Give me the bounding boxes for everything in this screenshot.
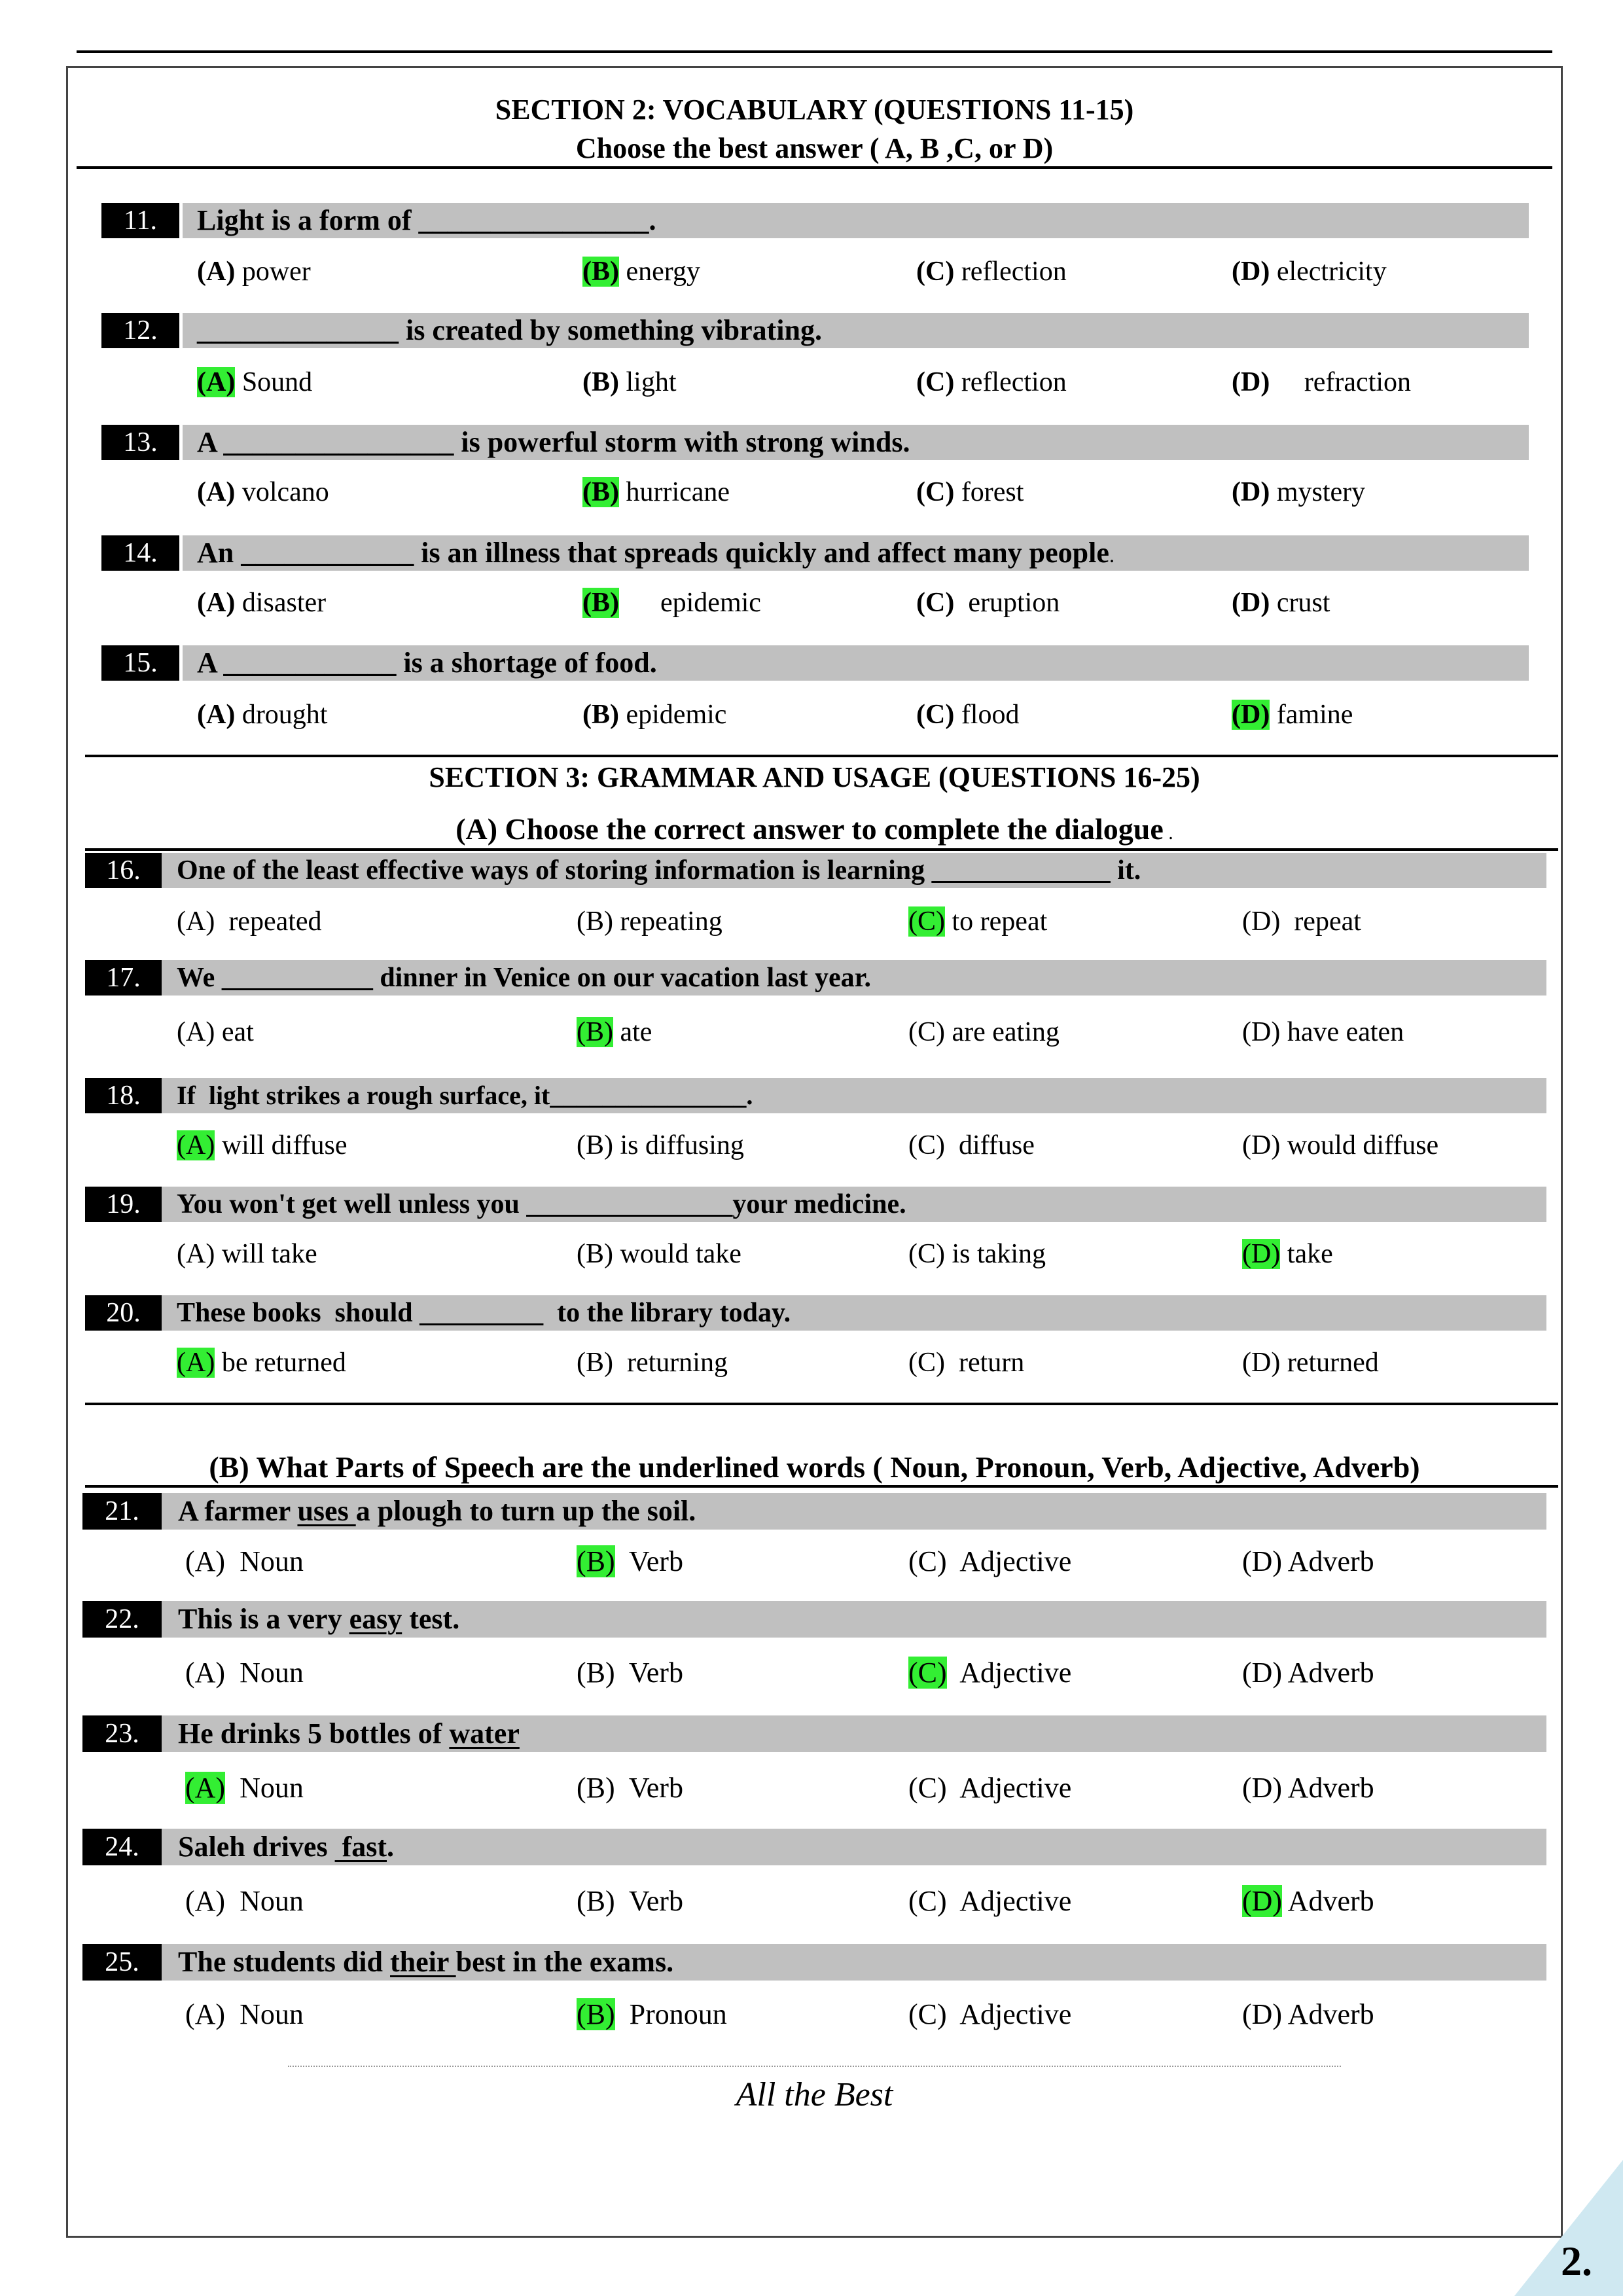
option-text: is taking bbox=[945, 1239, 1046, 1269]
option-letter: (A) bbox=[197, 700, 236, 730]
question-number: 20. bbox=[85, 1295, 162, 1331]
option-letter: (B) bbox=[582, 257, 619, 287]
option-text: are eating bbox=[945, 1017, 1060, 1047]
question-stem bbox=[162, 1601, 1546, 1638]
question-number: 18. bbox=[85, 1078, 162, 1113]
option-letter: (A) bbox=[185, 1772, 226, 1804]
stem-text: If light strikes a rough surface, it_______________. bbox=[177, 1081, 753, 1110]
question-number: 21. bbox=[82, 1493, 162, 1530]
option-text: repeated bbox=[215, 906, 322, 937]
answer-option-d bbox=[1242, 1013, 1404, 1052]
option-letter: (A) bbox=[185, 1657, 226, 1689]
stem-text: An ____________ is an illness that spreads quickly and affect many people bbox=[197, 537, 1109, 569]
option-text: have eaten bbox=[1280, 1017, 1404, 1047]
stem-text: The students did bbox=[178, 1946, 391, 1978]
answer-option-b bbox=[577, 902, 722, 941]
option-text: flood bbox=[954, 700, 1020, 730]
option-text: Pronoun bbox=[615, 1998, 727, 2030]
option-letter: (D) bbox=[1242, 1130, 1281, 1160]
option-text: Noun bbox=[225, 1657, 304, 1689]
option-text: power bbox=[235, 257, 311, 287]
answer-option-c bbox=[908, 902, 1047, 941]
option-text: ate bbox=[613, 1017, 652, 1047]
answer-option-a bbox=[177, 1126, 348, 1165]
option-text: Verb bbox=[615, 1657, 683, 1689]
answer-option-a bbox=[185, 1653, 304, 1693]
underlined-word: their bbox=[390, 1946, 456, 1978]
option-text: volcano bbox=[235, 477, 329, 507]
answer-option-b bbox=[577, 1126, 744, 1165]
option-text: Adverb bbox=[1282, 1545, 1374, 1577]
question-stem bbox=[162, 853, 1546, 888]
option-text: epidemic bbox=[619, 700, 727, 730]
option-letter: (B) bbox=[577, 1239, 613, 1269]
question-stem bbox=[162, 1944, 1546, 1981]
option-text: Verb bbox=[615, 1772, 683, 1804]
question-number: 24. bbox=[82, 1829, 162, 1865]
option-text: returning bbox=[613, 1348, 728, 1378]
underlined-word: water bbox=[449, 1717, 520, 1749]
option-text: Adjective bbox=[946, 1657, 1072, 1689]
option-letter: (C) bbox=[908, 1885, 947, 1917]
answer-option-b bbox=[577, 1995, 727, 2034]
stem-text: a plough to turn up the soil. bbox=[355, 1495, 696, 1527]
question-number: 15. bbox=[101, 645, 179, 681]
option-text: Noun bbox=[225, 1772, 304, 1804]
dotted-separator bbox=[288, 2066, 1341, 2067]
option-letter: (A) bbox=[185, 1885, 226, 1917]
answer-option-b bbox=[582, 695, 726, 734]
option-letter: (A) bbox=[197, 257, 236, 287]
option-letter: (B) bbox=[577, 1772, 615, 1804]
option-letter: (B) bbox=[577, 1017, 613, 1047]
question-stem bbox=[162, 1829, 1546, 1865]
option-letter: (C) bbox=[916, 588, 955, 618]
option-text: Noun bbox=[225, 1998, 304, 2030]
question-stem bbox=[183, 535, 1529, 571]
option-text: repeat bbox=[1280, 906, 1361, 937]
question-stem bbox=[183, 425, 1529, 460]
question-stem bbox=[183, 645, 1529, 681]
answer-option-b bbox=[582, 363, 677, 402]
option-letter: (C) bbox=[908, 1239, 945, 1269]
option-letter: (A) bbox=[177, 1017, 215, 1047]
option-text: forest bbox=[954, 477, 1024, 507]
answer-option-c bbox=[908, 1768, 1071, 1808]
option-text: hurricane bbox=[619, 477, 730, 507]
option-text: will take bbox=[215, 1239, 317, 1269]
answer-option-d bbox=[1232, 252, 1387, 291]
option-letter: (C) bbox=[908, 1348, 945, 1378]
option-letter: (B) bbox=[577, 1998, 615, 2030]
answer-option-c bbox=[908, 1234, 1046, 1274]
option-text: crust bbox=[1270, 588, 1330, 618]
answer-option-a bbox=[177, 1343, 346, 1382]
option-text: will diffuse bbox=[215, 1130, 348, 1160]
option-letter: (C) bbox=[916, 257, 955, 287]
question-stem bbox=[183, 313, 1529, 348]
answer-option-d bbox=[1242, 1234, 1333, 1274]
option-letter: (C) bbox=[908, 1017, 945, 1047]
answer-option-b bbox=[582, 252, 700, 291]
option-letter: (B) bbox=[582, 700, 619, 730]
answer-option-b bbox=[577, 1653, 683, 1693]
option-text: Noun bbox=[225, 1545, 304, 1577]
option-letter: (C) bbox=[908, 1998, 947, 2030]
part-b-divider bbox=[85, 1485, 1558, 1488]
option-letter: (B) bbox=[577, 906, 613, 937]
question-number: 13. bbox=[101, 425, 179, 460]
answer-option-a bbox=[197, 363, 312, 402]
option-text: take bbox=[1280, 1239, 1333, 1269]
option-letter: (C) bbox=[916, 477, 955, 507]
question-stem bbox=[162, 1295, 1546, 1331]
part-a-heading bbox=[66, 810, 1563, 849]
option-letter: (D) bbox=[1232, 477, 1270, 507]
option-letter: (C) bbox=[908, 1657, 947, 1689]
answer-option-c bbox=[908, 1542, 1071, 1581]
stem-text: You won't get well unless you _______________your medicine. bbox=[177, 1189, 906, 1219]
option-text: eat bbox=[215, 1017, 254, 1047]
option-text: to repeat bbox=[945, 906, 1048, 937]
answer-option-b bbox=[577, 1013, 652, 1052]
question-number: 12. bbox=[101, 313, 179, 348]
option-letter: (D) bbox=[1242, 1885, 1283, 1917]
answer-option-a bbox=[197, 473, 329, 512]
stem-text: Light is a form of ________________. bbox=[197, 204, 656, 236]
question-number: 23. bbox=[82, 1715, 162, 1752]
option-letter: (D) bbox=[1242, 1017, 1281, 1047]
question-stem bbox=[183, 203, 1529, 238]
option-text: famine bbox=[1270, 700, 1353, 730]
option-letter: (B) bbox=[582, 367, 619, 397]
answer-option-b bbox=[582, 583, 761, 622]
answer-option-d bbox=[1242, 1653, 1374, 1693]
answer-option-a bbox=[197, 252, 311, 291]
option-letter: (A) bbox=[185, 1998, 226, 2030]
answer-option-c bbox=[916, 252, 1067, 291]
question-stem bbox=[162, 1078, 1546, 1113]
option-text: reflection bbox=[954, 257, 1067, 287]
option-text: Verb bbox=[615, 1545, 683, 1577]
question-stem bbox=[162, 1715, 1546, 1752]
underlined-word: uses bbox=[297, 1495, 356, 1527]
option-text: drought bbox=[235, 700, 328, 730]
answer-option-a bbox=[177, 1234, 317, 1274]
option-letter: (A) bbox=[197, 367, 236, 397]
option-text: Sound bbox=[235, 367, 313, 397]
option-text: mystery bbox=[1270, 477, 1366, 507]
stem-text: test. bbox=[402, 1603, 460, 1635]
stem-text: These books should _________ to the library today. bbox=[177, 1298, 791, 1328]
option-text: Adverb bbox=[1282, 1657, 1374, 1689]
option-letter: (A) bbox=[177, 1348, 215, 1378]
page-number: 2. bbox=[1561, 2238, 1592, 2284]
option-text: disaster bbox=[235, 588, 327, 618]
part-a-divider bbox=[85, 848, 1558, 851]
question-number: 17. bbox=[85, 960, 162, 996]
part-b-top-divider bbox=[85, 1403, 1558, 1405]
option-letter: (D) bbox=[1242, 1998, 1283, 2030]
option-letter: (C) bbox=[908, 906, 945, 937]
answer-option-a bbox=[197, 695, 327, 734]
stem-text: A farmer bbox=[178, 1495, 298, 1527]
option-letter: (A) bbox=[185, 1545, 226, 1577]
stem-text: He drinks 5 bottles of bbox=[178, 1717, 450, 1749]
answer-option-d bbox=[1232, 695, 1353, 734]
option-text: electricity bbox=[1270, 257, 1387, 287]
option-letter: (A) bbox=[177, 1130, 215, 1160]
question-number: 22. bbox=[82, 1601, 162, 1638]
answer-option-a bbox=[185, 1768, 304, 1808]
option-text: Noun bbox=[225, 1885, 304, 1917]
option-text: Adjective bbox=[946, 1998, 1072, 2030]
section3-divider bbox=[85, 755, 1558, 757]
option-text: Adverb bbox=[1282, 1885, 1374, 1917]
answer-option-a bbox=[177, 902, 322, 941]
option-letter: (C) bbox=[908, 1130, 945, 1160]
answer-option-d bbox=[1242, 1126, 1438, 1165]
option-letter: (B) bbox=[577, 1348, 613, 1378]
option-text: refraction bbox=[1270, 367, 1412, 397]
section2-divider bbox=[77, 166, 1552, 169]
option-letter: (B) bbox=[577, 1657, 615, 1689]
stem-period: . bbox=[1109, 544, 1115, 567]
option-letter: (A) bbox=[177, 1239, 215, 1269]
stem-text: ______________ is created by something vibrating. bbox=[197, 314, 822, 346]
section2-title: SECTION 2: VOCABULARY (QUESTIONS 11-15) bbox=[495, 94, 1134, 126]
stem-text: One of the least effective ways of storing information is learning _____________ it. bbox=[177, 855, 1141, 886]
answer-option-a bbox=[177, 1013, 254, 1052]
answer-option-d bbox=[1242, 1542, 1374, 1581]
question-stem bbox=[162, 960, 1546, 996]
answer-option-a bbox=[185, 1995, 304, 2034]
answer-option-d bbox=[1242, 1995, 1374, 2034]
part-a-heading-text: (A) Choose the correct answer to complete the dialogue bbox=[455, 812, 1164, 846]
option-text: diffuse bbox=[945, 1130, 1035, 1160]
underlined-word: fast bbox=[334, 1831, 387, 1863]
option-letter: (D) bbox=[1232, 257, 1270, 287]
option-letter: (A) bbox=[177, 906, 215, 937]
closing-message: All the Best bbox=[736, 2076, 893, 2113]
question-number: 19. bbox=[85, 1187, 162, 1222]
option-text: would take bbox=[613, 1239, 741, 1269]
stem-text: Saleh drives bbox=[178, 1831, 335, 1863]
section3-title: SECTION 3: GRAMMAR AND USAGE (QUESTIONS 16-25) bbox=[429, 761, 1200, 793]
stem-text: This is a very bbox=[178, 1603, 349, 1635]
answer-option-b bbox=[577, 1542, 683, 1581]
option-text: light bbox=[619, 367, 677, 397]
answer-option-c bbox=[916, 473, 1024, 512]
answer-option-c bbox=[916, 695, 1019, 734]
question-number: 25. bbox=[82, 1944, 162, 1981]
stem-text: . bbox=[387, 1831, 395, 1863]
answer-option-d bbox=[1242, 1882, 1374, 1921]
answer-option-c bbox=[916, 583, 1060, 622]
option-letter: (D) bbox=[1242, 906, 1281, 937]
question-stem bbox=[162, 1187, 1546, 1222]
stem-text: A ____________ is a shortage of food. bbox=[197, 647, 657, 679]
option-letter: (B) bbox=[577, 1130, 613, 1160]
option-text: reflection bbox=[954, 367, 1067, 397]
question-number: 11. bbox=[101, 203, 179, 238]
answer-option-a bbox=[185, 1882, 304, 1921]
answer-option-c bbox=[908, 1126, 1035, 1165]
option-text: returned bbox=[1280, 1348, 1379, 1378]
option-letter: (B) bbox=[577, 1885, 615, 1917]
question-number: 16. bbox=[85, 853, 162, 888]
answer-option-c bbox=[908, 1995, 1071, 2034]
option-letter: (C) bbox=[908, 1772, 947, 1804]
option-letter: (C) bbox=[916, 367, 955, 397]
option-text: would diffuse bbox=[1280, 1130, 1439, 1160]
option-letter: (D) bbox=[1242, 1348, 1281, 1378]
stem-text: We ___________ dinner in Venice on our vacation last year. bbox=[177, 963, 871, 993]
stem-text: best in the exams. bbox=[455, 1946, 674, 1978]
option-text: epidemic bbox=[619, 588, 761, 618]
part-b-heading: (B) What Parts of Speech are the underlined words ( Noun, Pronoun, Verb, Adjective, Adverb) bbox=[209, 1450, 1420, 1484]
option-text: eruption bbox=[954, 588, 1060, 618]
option-letter: (C) bbox=[908, 1545, 947, 1577]
answer-option-d bbox=[1242, 1343, 1379, 1382]
answer-option-a bbox=[185, 1542, 304, 1581]
option-letter: (D) bbox=[1242, 1657, 1283, 1689]
option-letter: (A) bbox=[197, 588, 236, 618]
option-text: Adverb bbox=[1282, 1772, 1374, 1804]
question-stem bbox=[162, 1493, 1546, 1530]
answer-option-d bbox=[1232, 583, 1330, 622]
option-text: is diffusing bbox=[613, 1130, 744, 1160]
option-text: be returned bbox=[215, 1348, 346, 1378]
option-text: Adjective bbox=[946, 1772, 1072, 1804]
answer-option-b bbox=[577, 1343, 728, 1382]
option-letter: (D) bbox=[1232, 367, 1270, 397]
option-letter: (B) bbox=[582, 477, 619, 507]
option-letter: (B) bbox=[582, 588, 619, 618]
answer-option-b bbox=[577, 1882, 683, 1921]
answer-option-b bbox=[582, 473, 730, 512]
answer-option-b bbox=[577, 1234, 741, 1274]
answer-option-c bbox=[908, 1653, 1071, 1693]
answer-option-d bbox=[1232, 473, 1365, 512]
answer-option-a bbox=[197, 583, 326, 622]
section2-instructions: Choose the best answer ( A, B ,C, or D) bbox=[575, 132, 1054, 164]
option-letter: (B) bbox=[577, 1545, 615, 1577]
option-letter: (D) bbox=[1242, 1239, 1281, 1269]
answer-option-b bbox=[577, 1768, 683, 1808]
option-text: repeating bbox=[613, 906, 722, 937]
option-letter: (D) bbox=[1242, 1545, 1283, 1577]
option-text: energy bbox=[619, 257, 701, 287]
part-a-heading-period: . bbox=[1163, 822, 1173, 844]
answer-option-d bbox=[1242, 902, 1361, 941]
question-number: 14. bbox=[101, 535, 179, 571]
option-letter: (D) bbox=[1232, 700, 1270, 730]
answer-option-c bbox=[908, 1343, 1024, 1382]
answer-option-c bbox=[908, 1882, 1071, 1921]
option-letter: (D) bbox=[1242, 1772, 1283, 1804]
answer-option-c bbox=[916, 363, 1067, 402]
option-text: Adverb bbox=[1282, 1998, 1374, 2030]
option-text: Adjective bbox=[946, 1545, 1072, 1577]
answer-option-d bbox=[1232, 363, 1411, 402]
underlined-word: easy bbox=[349, 1603, 402, 1635]
answer-option-c bbox=[908, 1013, 1060, 1052]
answer-option-d bbox=[1242, 1768, 1374, 1808]
option-text: return bbox=[945, 1348, 1025, 1378]
option-letter: (C) bbox=[916, 700, 955, 730]
option-text: Adjective bbox=[946, 1885, 1072, 1917]
option-letter: (A) bbox=[197, 477, 236, 507]
option-text: Verb bbox=[615, 1885, 683, 1917]
top-rule bbox=[77, 50, 1552, 53]
stem-text: A ________________ is powerful storm with strong winds. bbox=[197, 426, 910, 458]
option-letter: (D) bbox=[1232, 588, 1270, 618]
